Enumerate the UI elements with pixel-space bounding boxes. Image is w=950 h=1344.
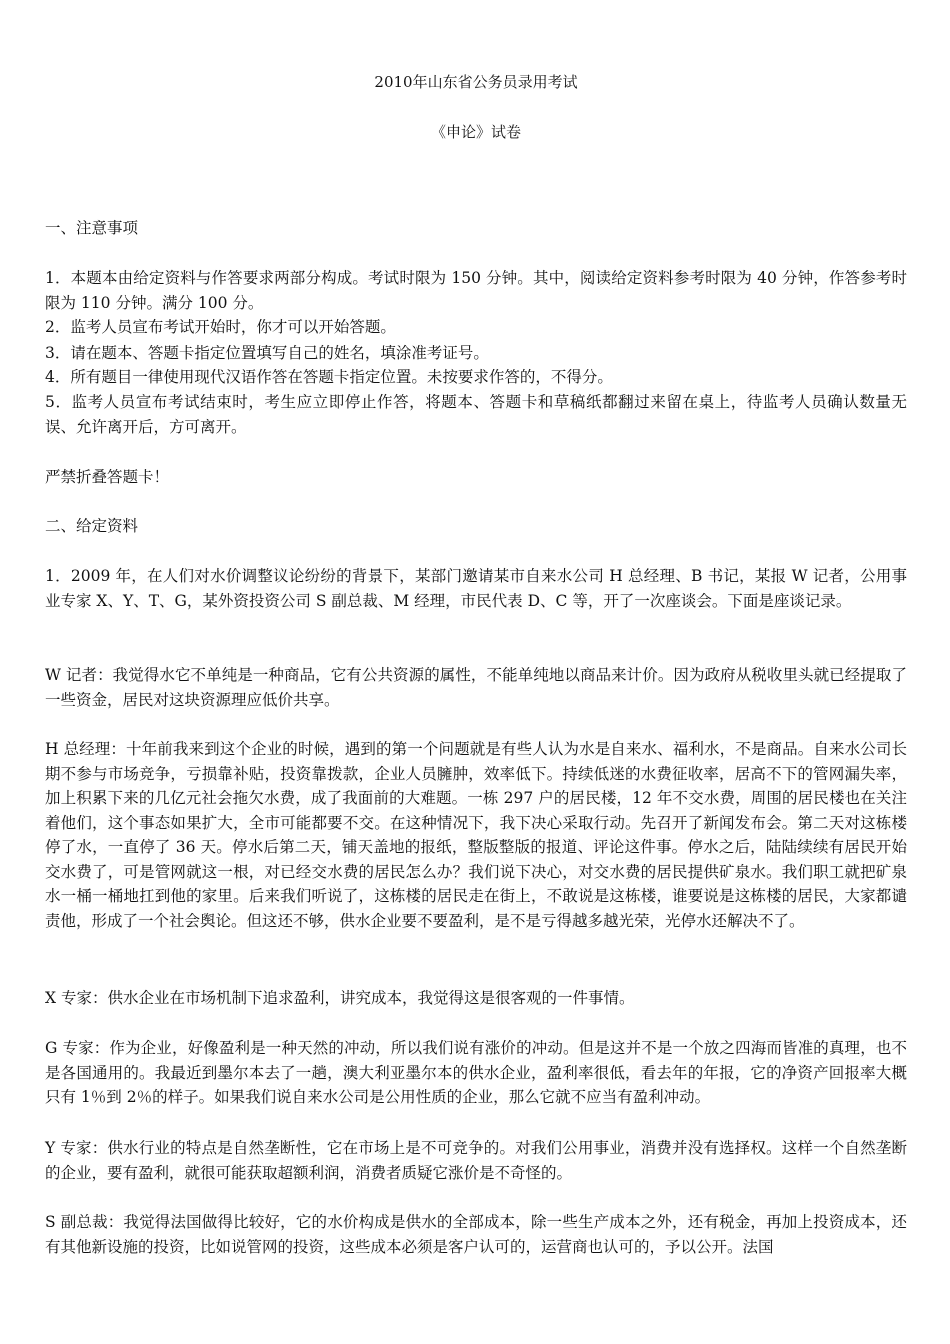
section-heading-notes: 一、注意事项 xyxy=(45,219,139,237)
section-heading-materials: 二、给定资料 xyxy=(45,517,139,535)
material-paragraph-6: Y 专家：供水行业的特点是自然垄断性，它在市场上是不可竞争的。对我们公用事业，消费并没有选择权。这样一个自然垄断的企业，要有盈利，就很可能获取超额利润，消费者质疑它涨价是不奇怪的。 xyxy=(45,1139,907,1182)
notice-item-1: 1．本题本由给定资料与作答要求两部分构成。考试时限为 150 分钟。其中，阅读给定资料参考时限为 40 分钟，作答参考时限为 110 分钟。满分 100 分。 xyxy=(45,269,907,312)
document-subtitle: 《申论》试卷 xyxy=(430,123,521,141)
material-paragraph-1: 1．2009 年，在人们对水价调整议论纷纷的背景下，某部门邀请某市自来水公司 H 总经理、B 书记，某报 W 记者，公用事业专家 X、Y、T、G，某外资投资公司 S 副总裁、M 经理，市民代表 D、C 等，开了一次座谈会。下面是座谈记录。 xyxy=(45,567,907,610)
document-title: 2010年山东省公务员录用考试 xyxy=(374,73,578,91)
material-paragraph-4: X 专家：供水企业在市场机制下追求盈利，讲究成本，我觉得这是很客观的一件事情。 xyxy=(45,989,635,1007)
notice-item-2: 2．监考人员宣布考试开始时，你才可以开始答题。 xyxy=(45,318,396,336)
material-paragraph-3: H 总经理：十年前我来到这个企业的时候，遇到的第一个问题就是有些人认为水是自来水、福利水，不是商品。自来水公司长期不参与市场竞争，亏损靠补贴，投资靠拨款，企业人员臃肿，效率低下。持续低迷的水费征收率，居高不下的管网漏失率，加上积累下来的几亿元社会拖欠水费，成了我面前的大难题。一栋 297 户的居民楼，12 年不交水费，周围的居民楼也在关注着他们，这个事态如果扩大，全市可能都要不交。在这种情况下，我下决心采取行动。先召开了新闻发布会。第二天对这栋楼停了水，一直停了 36 天。停水后第二天，铺天盖地的报纸，整版整版的报道、评论这件事。停水之后，陆陆续续有居民开始交水费了，可是管网就这一根，对已经交水费的居民怎么办？我们说下决心，对交水费的居民提供矿泉水。我们职工就把矿泉水一桶一桶地扛到他的家里。后来我们听说了，这栋楼的居民走在街上，不敢说是这栋楼，谁要说是这栋楼的居民，大家都谴责他，形成了一个社会舆论。但这还不够，供水企业要不要盈利，是不是亏得越多越光荣，光停水还解决不了。 xyxy=(45,740,907,930)
warning-text: 严禁折叠答题卡！ xyxy=(45,468,170,486)
material-paragraph-2: W 记者：我觉得水它不单纯是一种商品，它有公共资源的属性，不能单纯地以商品来计价。因为政府从税收里头就已经提取了一些资金，居民对这块资源理应低价共享。 xyxy=(45,666,907,709)
notice-item-3: 3．请在题本、答题卡指定位置填写自己的姓名，填涂准考证号。 xyxy=(45,344,489,362)
notice-item-5: 5．监考人员宣布考试结束时，考生应立即停止作答，将题本、答题卡和草稿纸都翻过来留在桌上，待监考人员确认数量无误、允许离开后，方可离开。 xyxy=(45,393,907,436)
material-paragraph-5: G 专家：作为企业，好像盈利是一种天然的冲动，所以我们说有涨价的冲动。但是这并不是一个放之四海而皆准的真理，也不是各国通用的。我最近到墨尔本去了一趟，澳大利亚墨尔本的供水企业，盈利率很低，看去年的年报，它的净资产回报率大概只有 1％到 2％的样子。如果我们说自来水公司是公用性质的企业，那么它就不应当有盈利冲动。 xyxy=(45,1039,907,1106)
material-paragraph-7: S 副总裁：我觉得法国做得比较好，它的水价构成是供水的全部成本，除一些生产成本之外，还有税金，再加上投资成本，还有其他新设施的投资，比如说管网的投资，这些成本必须是客户认可的，运营商也认可的，予以公开。法国 xyxy=(45,1213,907,1256)
notice-item-4: 4．所有题目一律使用现代汉语作答在答题卡指定位置。未按要求作答的，不得分。 xyxy=(45,368,613,386)
